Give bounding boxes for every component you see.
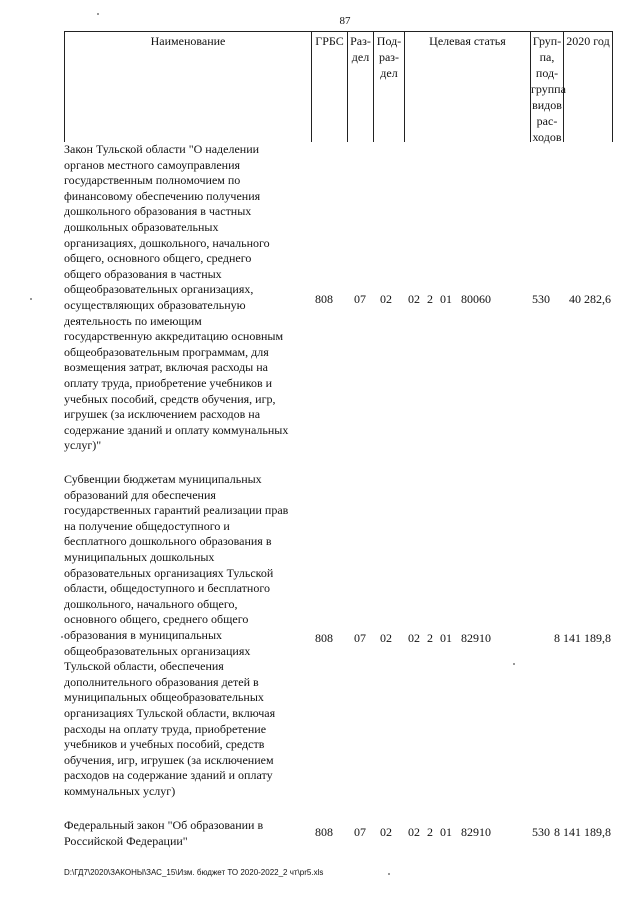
cell-article-subprogram: 2: [427, 631, 433, 645]
cell-article-direction: 82910: [461, 631, 491, 645]
cell-group: 530: [532, 292, 550, 306]
header-podrazdel: Под- раз- дел: [374, 32, 405, 142]
row-name: Закон Тульской области "О наделении органов местного самоуправления государственным полномочием по финансовому обеспечению получения дошкольного образования в частных дошкольных образовательных организациях, дошкольного, начального общего, основного общего, среднего общего образования в частных общеобразовательных организациях, осуществляющих образовательную деятельность по имеющим государственную аккредитацию основным общеобразовательным программам, для возмещения затрат, включая расходы на оплату труда, приобретение учебников и учебных пособий, средств обучения, игр, игрушек (за исключением расходов на содержание зданий и оплату коммунальных услуг)": [64, 142, 289, 453]
cell-group: 530: [532, 825, 550, 839]
cell-article-event: 01: [440, 631, 452, 645]
cell-article-direction: 80060: [461, 292, 491, 306]
cell-article-event: 01: [440, 825, 452, 839]
scan-speck: [30, 298, 32, 300]
cell-razdel: 07: [354, 292, 366, 306]
table-header: [64, 31, 613, 142]
header-name: Наименование: [65, 32, 312, 142]
scan-speck: [388, 873, 390, 875]
file-path-footer: D:\ГД7\2020\ЗАКОНЫ\ЗАС_15\Изм. бюджет ТО 2020-2022_2 чт\pr5.xls: [64, 868, 324, 877]
cell-article-subprogram: 2: [427, 292, 433, 306]
cell-article-subprogram: 2: [427, 825, 433, 839]
scan-speck: [97, 13, 99, 15]
cell-podrazdel: 02: [380, 292, 392, 306]
cell-razdel: 07: [354, 825, 366, 839]
table-row: [64, 818, 611, 854]
cell-article-event: 01: [440, 292, 452, 306]
page-number: 87: [339, 15, 351, 27]
cell-article-program: 02: [408, 631, 420, 645]
header-year: 2020 год: [566, 34, 610, 48]
header-grbs: ГРБС: [312, 32, 348, 142]
cell-amount: 8 141 189,8: [554, 631, 611, 645]
cell-razdel: 07: [354, 631, 366, 645]
header-razdel: Раз- дел: [348, 32, 374, 142]
header-article: Целевая статья: [405, 32, 531, 142]
cell-amount: 40 282,6: [569, 292, 611, 306]
cell-grbs: 808: [315, 825, 333, 839]
row-name: Субвенции бюджетам муниципальных образований для обеспечения государственных гарантий реализации прав на получение общедоступного и бесплатного дошкольного образования в муниципальных дошкольных образовательных организациях Тульской области, общедоступного и бесплатного дошкольного, начального общего, основного общего, среднего общего образования в муниципальных общеобразовательных организациях Тульской области, обеспечения дополнительного образования детей в муниципальных общеобразовательных организациях Тульской области, включая расходы на оплату труда, приобретение учебников и учебных пособий, средств обучения, игр, игрушек (за исключением расходов на содержание зданий и оплату коммунальных услуг): [64, 472, 289, 798]
table-row: [64, 142, 611, 457]
table-row: [64, 472, 611, 807]
row-name: Федеральный закон "Об образовании в Российской Федерации": [64, 818, 264, 848]
cell-podrazdel: 02: [380, 825, 392, 839]
cell-grbs: 808: [315, 292, 333, 306]
scan-speck: [513, 663, 515, 665]
scan-speck: [61, 636, 63, 638]
cell-amount: 8 141 189,8: [554, 825, 611, 839]
header-group: Груп- па, под- группа видов рас- ходов: [531, 34, 566, 144]
cell-grbs: 808: [315, 631, 333, 645]
cell-podrazdel: 02: [380, 631, 392, 645]
cell-article-program: 02: [408, 292, 420, 306]
cell-article-direction: 82910: [461, 825, 491, 839]
cell-article-program: 02: [408, 825, 420, 839]
